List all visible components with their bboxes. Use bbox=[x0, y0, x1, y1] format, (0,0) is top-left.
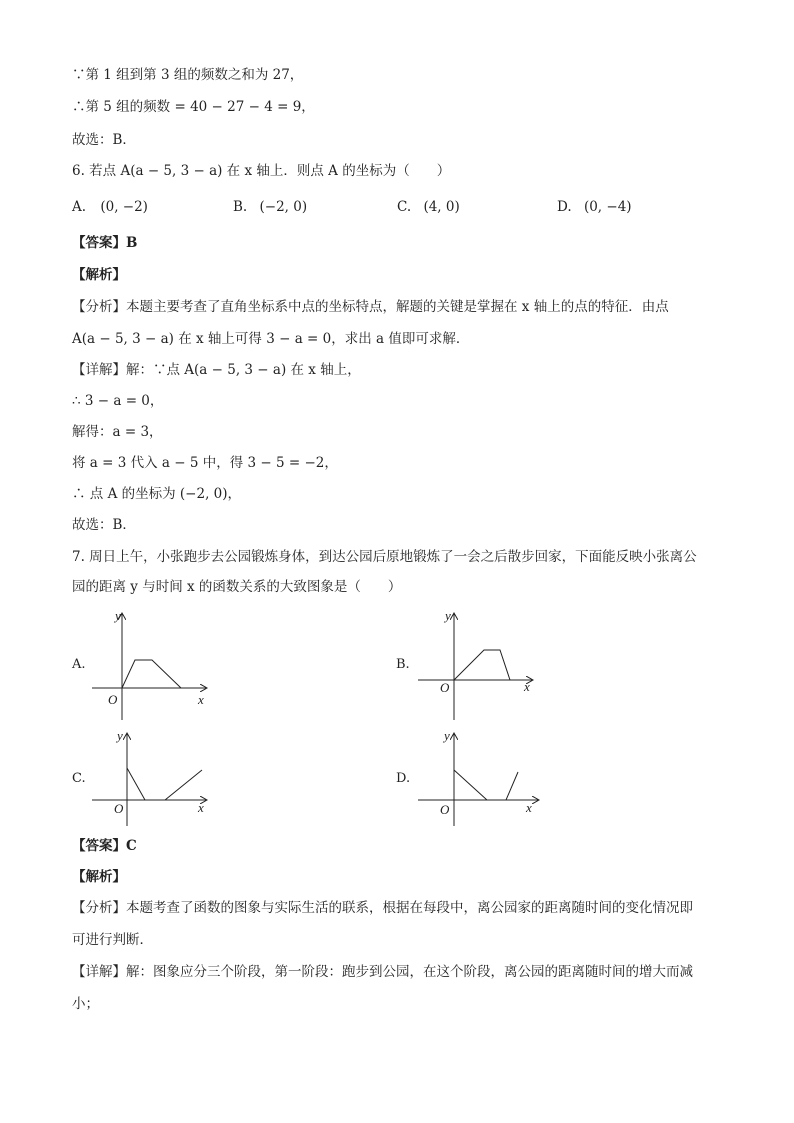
graph-a-curve bbox=[122, 660, 181, 688]
analysis-7-line-2: 可进行判断． bbox=[72, 932, 153, 948]
option-value: (0, −2) bbox=[100, 199, 148, 215]
x-axis-label: x bbox=[526, 800, 532, 815]
option-value: (−2, 0) bbox=[259, 199, 308, 215]
graph-c-label: C. bbox=[72, 771, 86, 786]
y-axis-label: y bbox=[117, 728, 123, 743]
question-7-line-2: 园的距离 y 与时间 x 的函数关系的大致图象是（ ） bbox=[72, 579, 402, 595]
option-letter: C. bbox=[397, 199, 412, 215]
graph-a-label: A. bbox=[72, 657, 86, 672]
detail-6-line-6: 故选：B． bbox=[72, 517, 136, 533]
graph-b-label: B. bbox=[396, 657, 410, 672]
line-1: ∵第 1 组到第 3 组的频数之和为 27， bbox=[72, 67, 304, 83]
option-value: (0, −4) bbox=[583, 199, 632, 215]
x-axis-label: x bbox=[198, 692, 204, 707]
option-6-c bbox=[397, 199, 460, 215]
detail-7-line-2: 小； bbox=[72, 996, 99, 1012]
graph-b-curve bbox=[454, 650, 510, 680]
analysis-7-line-1: 【分析】本题考查了函数的图象与实际生活的联系，根据在每段中，离公园家的距离随时间的变化情况即 bbox=[72, 900, 693, 916]
graph-d bbox=[414, 728, 544, 828]
analysis-6-heading: 【解析】 bbox=[72, 267, 126, 283]
origin-label: O bbox=[440, 680, 450, 695]
answer-7: 【答案】C bbox=[72, 838, 137, 854]
answer-6: 【答案】B bbox=[72, 235, 138, 251]
y-axis-label: y bbox=[445, 608, 451, 623]
analysis-6-line-2: A(a − 5, 3 − a) 在 x 轴上可得 3 − a = 0，求出 a 值即可求解． bbox=[72, 331, 470, 347]
detail-6-line-4: 将 a = 3 代入 a − 5 中，得 3 − 5 = −2， bbox=[72, 455, 338, 471]
option-letter: A. bbox=[72, 199, 87, 215]
origin-label: O bbox=[440, 802, 450, 817]
line-2: ∴第 5 组的频数 = 40 − 27 − 4 = 9， bbox=[72, 99, 315, 115]
question-6: 6. 若点 A(a − 5, 3 − a) 在 x 轴上．则点 A 的坐标为（ ） bbox=[72, 163, 451, 179]
origin-label: O bbox=[108, 692, 118, 707]
x-axis-label: x bbox=[198, 800, 204, 815]
graph-b bbox=[414, 608, 544, 728]
option-6-b bbox=[233, 199, 307, 215]
graph-d-label: D. bbox=[396, 771, 411, 786]
detail-6-line-3: 解得：a = 3， bbox=[72, 424, 163, 440]
detail-7-line-1: 【详解】解：图象应分三个阶段，第一阶段：跑步到公园，在这个阶段，离公园的距离随时间的增大而减 bbox=[72, 964, 693, 980]
graph-c bbox=[88, 728, 218, 828]
option-6-a bbox=[72, 199, 148, 215]
option-letter: B. bbox=[233, 199, 248, 215]
detail-6-line-5: ∴ 点 A 的坐标为 (−2, 0)， bbox=[72, 486, 242, 502]
graph-c-curve bbox=[127, 768, 202, 800]
option-value: (4, 0) bbox=[423, 199, 460, 215]
question-7-line-1: 7. 周日上午，小张跑步去公园锻炼身体，到达公园后原地锻炼了一会之后散步回家，下面能反映小张离公 bbox=[72, 549, 697, 565]
analysis-6-line-1: 【分析】本题主要考查了直角坐标系中点的坐标特点，解题的关键是掌握在 x 轴上的点的特征．由点 bbox=[72, 299, 669, 315]
analysis-7-heading: 【解析】 bbox=[72, 869, 126, 885]
y-axis-label: y bbox=[444, 728, 450, 743]
origin-label: O bbox=[114, 801, 124, 816]
graph-d-curve bbox=[454, 770, 518, 800]
detail-6-line-1: 【详解】解：∵点 A(a − 5, 3 − a) 在 x 轴上， bbox=[72, 362, 361, 378]
detail-6-line-2: ∴ 3 − a = 0， bbox=[72, 393, 164, 409]
line-3: 故选：B． bbox=[72, 132, 136, 148]
option-letter: D. bbox=[557, 199, 572, 215]
graph-a bbox=[88, 608, 218, 728]
y-axis-label: y bbox=[115, 608, 121, 623]
option-6-d bbox=[557, 199, 632, 215]
x-axis-label: x bbox=[524, 679, 530, 694]
